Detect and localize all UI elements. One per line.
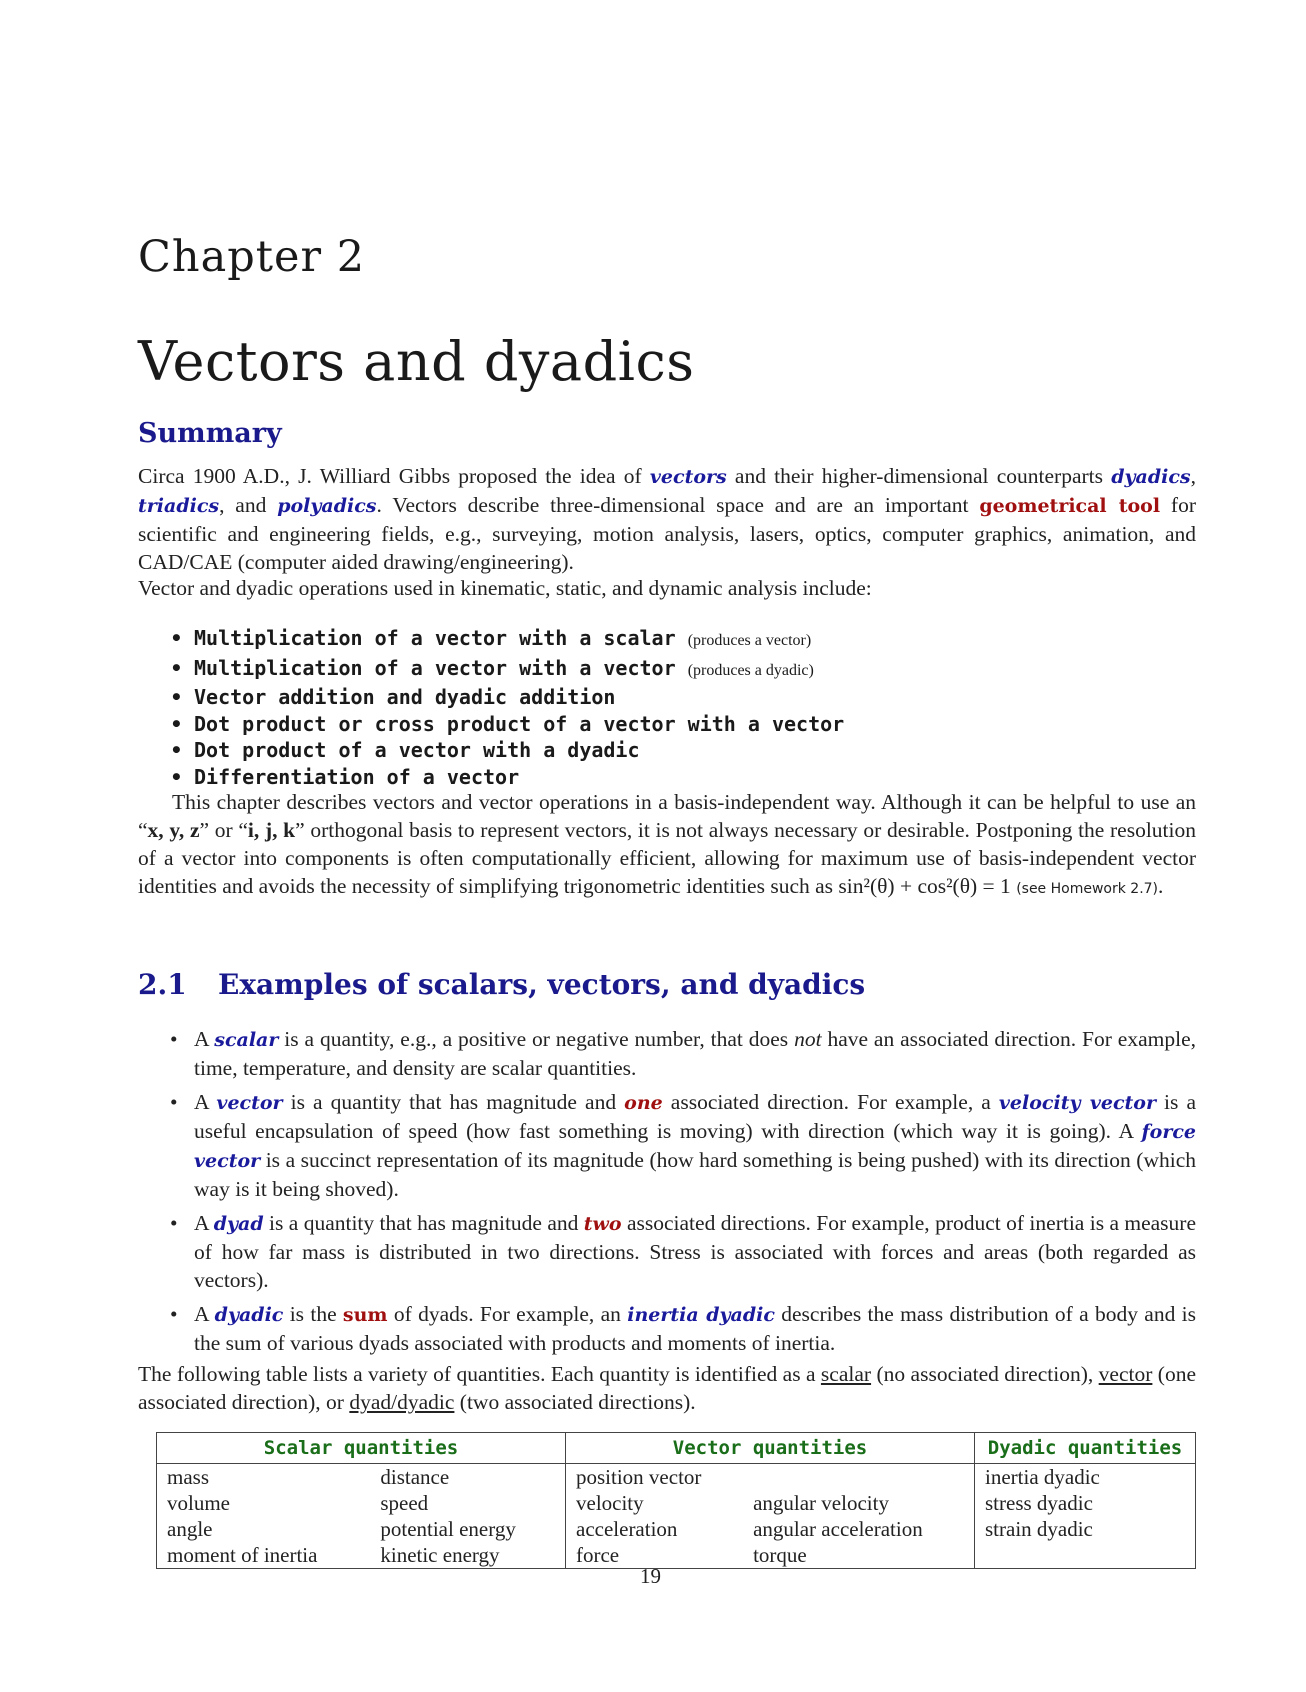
trig-identity: sin²(θ) + cos²(θ) = 1 bbox=[838, 874, 1011, 898]
summary-paragraph-2: Vector and dyadic operations used in kinematic, static, and dynamic analysis include: bbox=[138, 576, 872, 600]
table-row bbox=[157, 1490, 1196, 1516]
table-cell: angular velocity bbox=[753, 1491, 889, 1515]
table-cell bbox=[975, 1542, 1196, 1569]
section-heading: 2.1 Examples of scalars, vectors, and dyadics bbox=[138, 968, 866, 1001]
table-cell: acceleration bbox=[566, 1516, 744, 1542]
list-item: • Differentiation of a vector bbox=[170, 764, 844, 791]
table-cell: volume bbox=[157, 1490, 371, 1516]
table-cell: angular acceleration bbox=[753, 1517, 923, 1541]
table-header-vector: Vector quantities bbox=[566, 1433, 975, 1464]
table-cell: stress dyadic bbox=[975, 1490, 1196, 1516]
table-cell: torque bbox=[743, 1542, 974, 1569]
table-cell: inertia dyadic bbox=[975, 1464, 1196, 1491]
table-cell: angle bbox=[157, 1516, 371, 1542]
quantities-table bbox=[156, 1432, 1196, 1569]
list-item: • Vector addition and dyadic addition bbox=[170, 684, 844, 711]
table-row bbox=[157, 1542, 1196, 1569]
table-cell: mass bbox=[157, 1464, 371, 1491]
table-cell: velocity bbox=[566, 1490, 744, 1516]
table-row bbox=[157, 1516, 1196, 1542]
list-item: • Dot product of a vector with a dyadic bbox=[170, 737, 844, 764]
summary-paragraph-1: Circa 1900 A.D., J. Williard Gibbs proposed the idea of vectors and their higher-dimensional counterparts dyadics, triadics, and polyadics. Vectors describe three-dimensional space and are an important geometrical tool for scientific and engineering fields, e.g., surveying, motion analysis, lasers, optics, computer graphics, animation, and CAD/CAE (computer aided drawing/engineering). bbox=[138, 464, 1196, 574]
table-row bbox=[157, 1464, 1196, 1491]
list-item: • Multiplication of a vector with a scalar (produces a vector) bbox=[170, 625, 844, 655]
list-item: • A dyad is a quantity that has magnitude and two associated directions. For example, product of inertia is a measure of how far mass is distributed in two directions. Stress is associated with forces and areas (both regarded as vectors). bbox=[170, 1209, 1196, 1294]
summary-paragraph-3: This chapter describes vectors and vector operations in a basis-independent way. Although it can be helpful to use an “x, y, z” or “i, j, k” orthogonal basis to represent vectors, it is not always necessary or desirable. Postponing the resolution of a vector into components is often computationally efficient, allowing for maximum use of basis-independent vector identities and avoids the necessity of simplifying trigonometric identities such as sin²(θ) + cos²(θ) = 1 (see Homework 2.7). bbox=[138, 790, 1197, 898]
table-cell: force bbox=[566, 1542, 744, 1569]
table-cell: speed bbox=[380, 1491, 429, 1515]
table-header-row bbox=[157, 1433, 1196, 1464]
table-cell bbox=[743, 1464, 974, 1491]
list-item: • A vector is a quantity that has magnitude and one associated direction. For example, a velocity vector is a useful encapsulation of speed (how fast something is moving) with direction (which way it is going). A force vector is a succinct representation of its magnitude (how hard something is being pushed) with its direction (which way is it being shoved). bbox=[170, 1088, 1196, 1203]
table-header-dyadic: Dyadic quantities bbox=[975, 1433, 1196, 1464]
table-cell: distance bbox=[380, 1465, 450, 1489]
list-item: • A scalar is a quantity, e.g., a positive or negative number, that does not have an associated direction. For example, time, temperature, and density are scalar quantities. bbox=[170, 1025, 1196, 1082]
table-cell: moment of inertia bbox=[157, 1542, 371, 1569]
table-cell: position vector bbox=[566, 1464, 744, 1491]
chapter-number: Chapter 2 bbox=[138, 232, 366, 282]
list-item: • A dyadic is the sum of dyads. For example, an inertia dyadic describes the mass distribution of a body and is the sum of various dyads associated with products and moments of inertia. bbox=[170, 1300, 1196, 1357]
table-header-scalar: Scalar quantities bbox=[157, 1433, 566, 1464]
table-cell: strain dyadic bbox=[975, 1516, 1196, 1542]
table-cell: potential energy bbox=[380, 1517, 516, 1541]
list-item: • Multiplication of a vector with a vector (produces a dyadic) bbox=[170, 655, 844, 685]
table-cell: kinetic energy bbox=[370, 1542, 565, 1569]
list-item: • Dot product or cross product of a vector with a vector bbox=[170, 711, 844, 738]
page-number: 19 bbox=[640, 1564, 661, 1588]
chapter-title: Vectors and dyadics bbox=[138, 330, 695, 393]
definitions-list bbox=[170, 1025, 1196, 1363]
table-intro-paragraph: The following table lists a variety of quantities. Each quantity is identified as a scalar (no associated direction), vector (one associated direction), or dyad/dyadic (two associated directions). bbox=[138, 1362, 1197, 1414]
operations-list bbox=[170, 625, 844, 790]
summary-heading: Summary bbox=[138, 418, 282, 449]
